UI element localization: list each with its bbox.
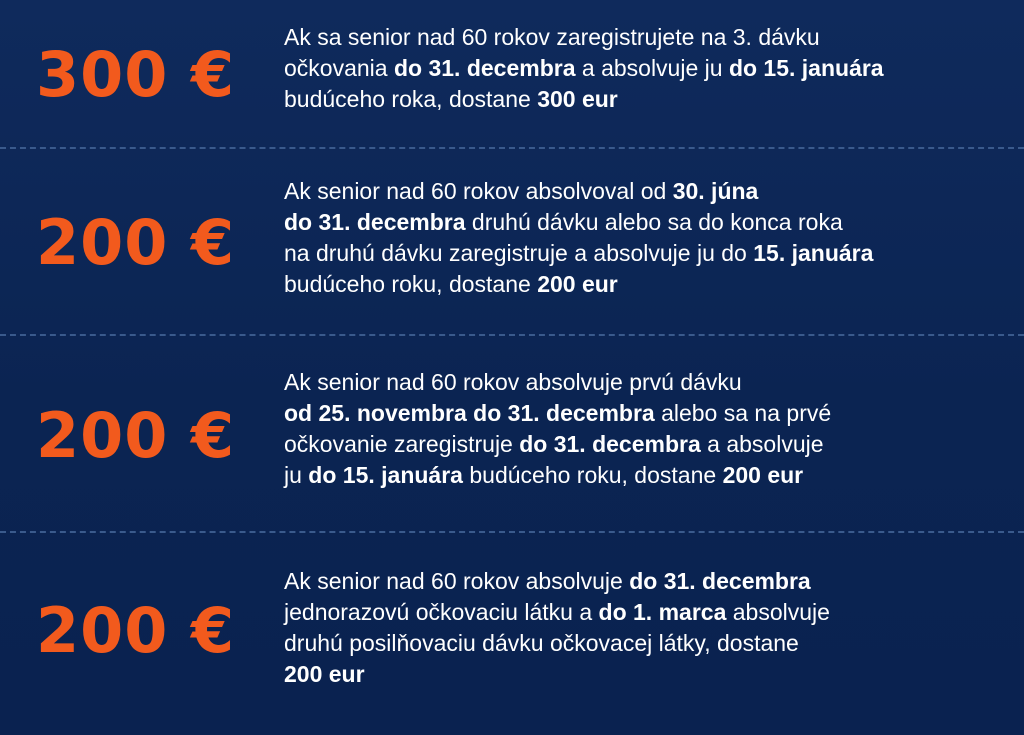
description-line [284,597,1014,628]
bonus-description [284,176,1014,300]
description-text: ju [284,462,309,488]
description-line [284,238,1014,269]
description-text: na druhú dávku zaregistruje a absolvuje ju do [284,240,754,266]
description-text: očkovanie zaregistruje [284,431,520,457]
description-text: Ak sa senior nad 60 rokov zaregistrujete na 3. dávku [284,24,820,50]
description-text: absolvuje [726,599,830,625]
description-text: druhú posilňovaciu dávku očkovacej látky, dostane [284,630,799,656]
description-text: očkovania [284,55,394,81]
description-line [284,22,1014,53]
description-emphasis: 300 eur [537,86,618,112]
description-emphasis: do 31. decembra [393,55,576,81]
description-emphasis: 15. januára [753,240,874,266]
description-line [284,367,1014,398]
bonus-row-200-second-dose [0,148,1024,335]
description-text: druhú dávku alebo sa do konca roka [465,209,843,235]
description-line [284,659,1014,690]
description-emphasis: do 15. januára [728,55,884,81]
description-emphasis: do 31. decembra [284,209,466,235]
bonus-row-300 [0,0,1024,148]
description-text: Ak senior nad 60 rokov absolvuje prvú dávku [284,369,742,395]
bonus-row-200-single-dose [0,532,1024,735]
description-emphasis: do 1. marca [598,599,727,625]
description-line [284,84,1014,115]
bonus-amount: 200 € [36,594,236,667]
description-emphasis: 200 eur [284,661,365,687]
description-emphasis: do 31. decembra [629,568,811,594]
description-text: alebo sa na prvé [654,400,832,426]
description-line [284,566,1014,597]
description-line [284,628,1014,659]
bonus-row-200-first-dose [0,335,1024,532]
description-text: Ak senior nad 60 rokov absolvuje [284,568,630,594]
description-line [284,207,1014,238]
bonus-description [284,367,1014,491]
bonus-description [284,566,1014,690]
description-emphasis: od 25. novembra do 31. decembra [284,400,655,426]
description-text: Ak senior nad 60 rokov absolvoval od [284,178,673,204]
description-line [284,398,1014,429]
bonus-amount: 300 € [36,38,236,111]
description-emphasis: do 31. decembra [519,431,701,457]
description-line [284,429,1014,460]
description-text: budúceho roku, dostane [462,462,723,488]
description-line [284,460,1014,491]
description-text: jednorazovú očkovaciu látku a [284,599,599,625]
description-emphasis: 200 eur [537,271,618,297]
description-text: a absolvuje ju [575,55,729,81]
description-line [284,269,1014,300]
bonus-amount: 200 € [36,206,236,279]
description-line [284,176,1014,207]
description-emphasis: do 15. januára [308,462,463,488]
description-line [284,53,1014,84]
description-text: a absolvuje [700,431,824,457]
bonus-description [284,22,1014,115]
description-emphasis: 30. júna [672,178,759,204]
description-text: budúceho roku, dostane [284,271,538,297]
description-emphasis: 200 eur [722,462,804,488]
bonus-amount: 200 € [36,399,236,472]
description-text: budúceho roka, dostane [284,86,538,112]
